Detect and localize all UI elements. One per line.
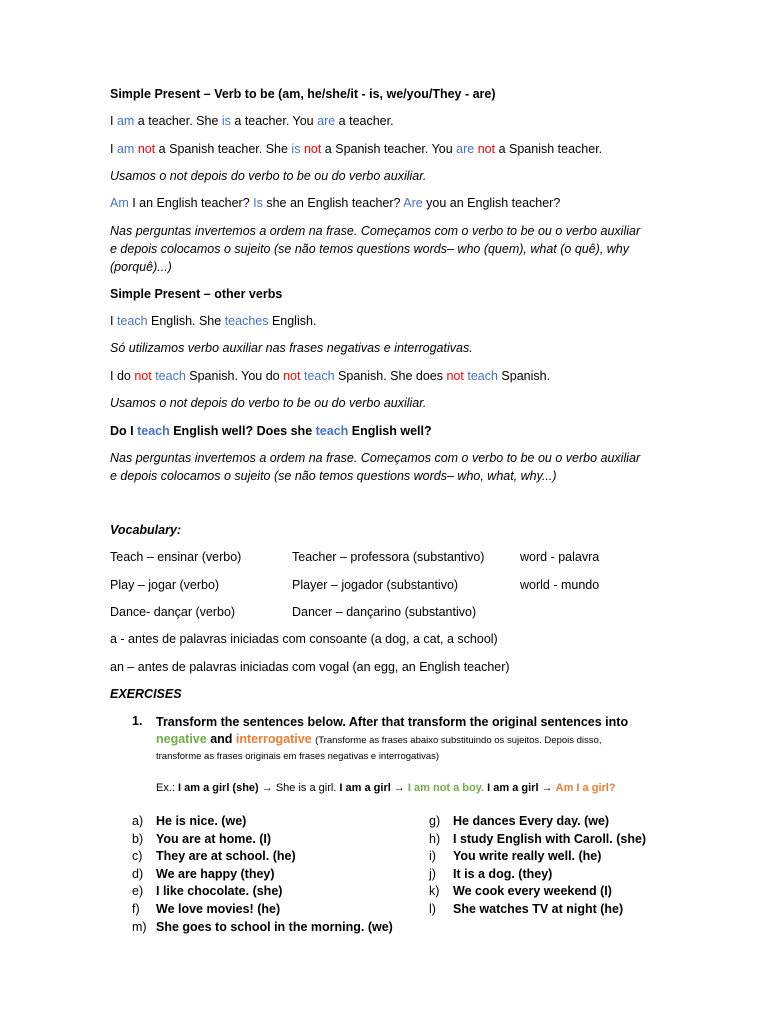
vocab-noun: Dancer – dançarino (substantivo): [292, 605, 477, 619]
other-verbs-negative: I do not teach Spanish. You do not teach Spanish. She does not teach Spanish.: [110, 369, 551, 383]
list-item: l) She watches TV at night (he): [429, 901, 624, 916]
exercise-instruction-line-3: transforme as frases originais em frases negativas e interrogativas): [156, 751, 440, 762]
exercise-instruction-line-1: Transform the sentences below. After that transform the original sentences into: [156, 715, 629, 729]
exercise-list-left: [132, 813, 422, 936]
vocab-row: [110, 577, 670, 594]
arrow-right-icon: →: [261, 782, 273, 794]
note-not-position: Usamos o not depois do verbo to be ou do verbo auxiliar.: [110, 169, 427, 183]
arrow-right-icon: →: [541, 782, 553, 794]
arrow-right-icon: →: [393, 782, 405, 794]
list-item: f) We love movies! (he): [132, 901, 281, 916]
note-question-2-line-2: e depois colocamos o sujeito (se não temos questions words– who, what, why...): [110, 469, 557, 483]
list-item: b) You are at home. (I): [132, 831, 272, 846]
vocab-verb: Dance- dançar (verbo): [110, 605, 236, 619]
note-question-2-line-1: Nas perguntas invertemos a ordem na frase. Começamos com o verbo to be ou o verbo auxiliar: [110, 451, 641, 465]
list-item: i) You write really well. (he): [429, 849, 602, 864]
list-item: h) I study English with Caroll. (she): [429, 831, 647, 846]
exercises-title: EXERCISES: [110, 687, 182, 701]
article-a-rule: a - antes de palavras iniciadas com consoante (a dog, a cat, a school): [110, 632, 498, 646]
list-item: k) We cook every weekend (I): [429, 884, 612, 899]
vocab-word: world - mundo: [520, 578, 600, 592]
note-auxiliary-verb: Só utilizamos verbo auxiliar nas frases negativas e interrogativas.: [110, 341, 473, 355]
verb-to-be-negative: I am not a Spanish teacher. She is not a Spanish teacher. You are not a Spanish teacher.: [110, 142, 603, 156]
section-title-other-verbs: Simple Present – other verbs: [110, 287, 283, 301]
vocab-verb: Play – jogar (verbo): [110, 578, 220, 592]
other-verbs-affirmative: I teach English. She teaches English.: [110, 314, 317, 328]
note-not-position-2: Usamos o not depois do verbo to be ou do verbo auxiliar.: [110, 396, 427, 410]
other-verbs-question: Do I teach English well? Does she teach English well?: [110, 424, 432, 438]
note-question-line-1: Nas perguntas invertemos a ordem na frase. Começamos com o verbo to be ou o verbo auxiliar: [110, 224, 641, 238]
verb-to-be-question: Am I an English teacher? Is she an English teacher? Are you an English teacher?: [110, 196, 561, 210]
list-item: d) We are happy (they): [132, 866, 275, 881]
vocab-verb: Teach – ensinar (verbo): [110, 550, 242, 564]
note-question-line-2: e depois colocamos o sujeito (se não temos questions words– who (quem), what (o quê), why: [110, 242, 630, 256]
note-question-line-3: (porquê)...): [110, 260, 172, 274]
list-item: a) He is nice. (we): [132, 814, 247, 828]
exercise-list-right: [429, 813, 669, 919]
vocabulary-title: Vocabulary:: [110, 523, 182, 537]
vocab-row: [110, 549, 670, 566]
vocab-row: [110, 604, 670, 621]
vocab-noun: Player – jogador (substantivo): [292, 578, 459, 592]
list-item: c) They are at school. (he): [132, 849, 296, 864]
list-item: j) It is a dog. (they): [429, 866, 553, 881]
vocab-noun: Teacher – professora (substantivo): [292, 550, 485, 564]
verb-to-be-affirmative: I am a teacher. She is a teacher. You are a teacher.: [110, 114, 394, 128]
article-an-rule: an – antes de palavras iniciadas com vogal (an egg, an English teacher): [110, 660, 510, 674]
section-title-verb-to-be: Simple Present – Verb to be (am, he/she/it - is, we/you/They - are): [110, 87, 496, 101]
vocab-word: word - palavra: [520, 550, 600, 564]
list-item: g) He dances Every day. (we): [429, 814, 610, 828]
list-item: m) She goes to school in the morning. (we): [132, 919, 393, 934]
exercise-example: Ex.: I am a girl (she) → She is a girl. I am a girl → I am not a boy. I am a girl → Am I a girl?: [156, 782, 616, 794]
exercise-instruction-line-2: negative and interrogative (Transforme as frases abaixo substituindo os sujeitos. Depois disso,: [156, 732, 602, 746]
exercise-number: 1.: [132, 714, 143, 728]
list-item: e) I like chocolate. (she): [132, 884, 283, 899]
